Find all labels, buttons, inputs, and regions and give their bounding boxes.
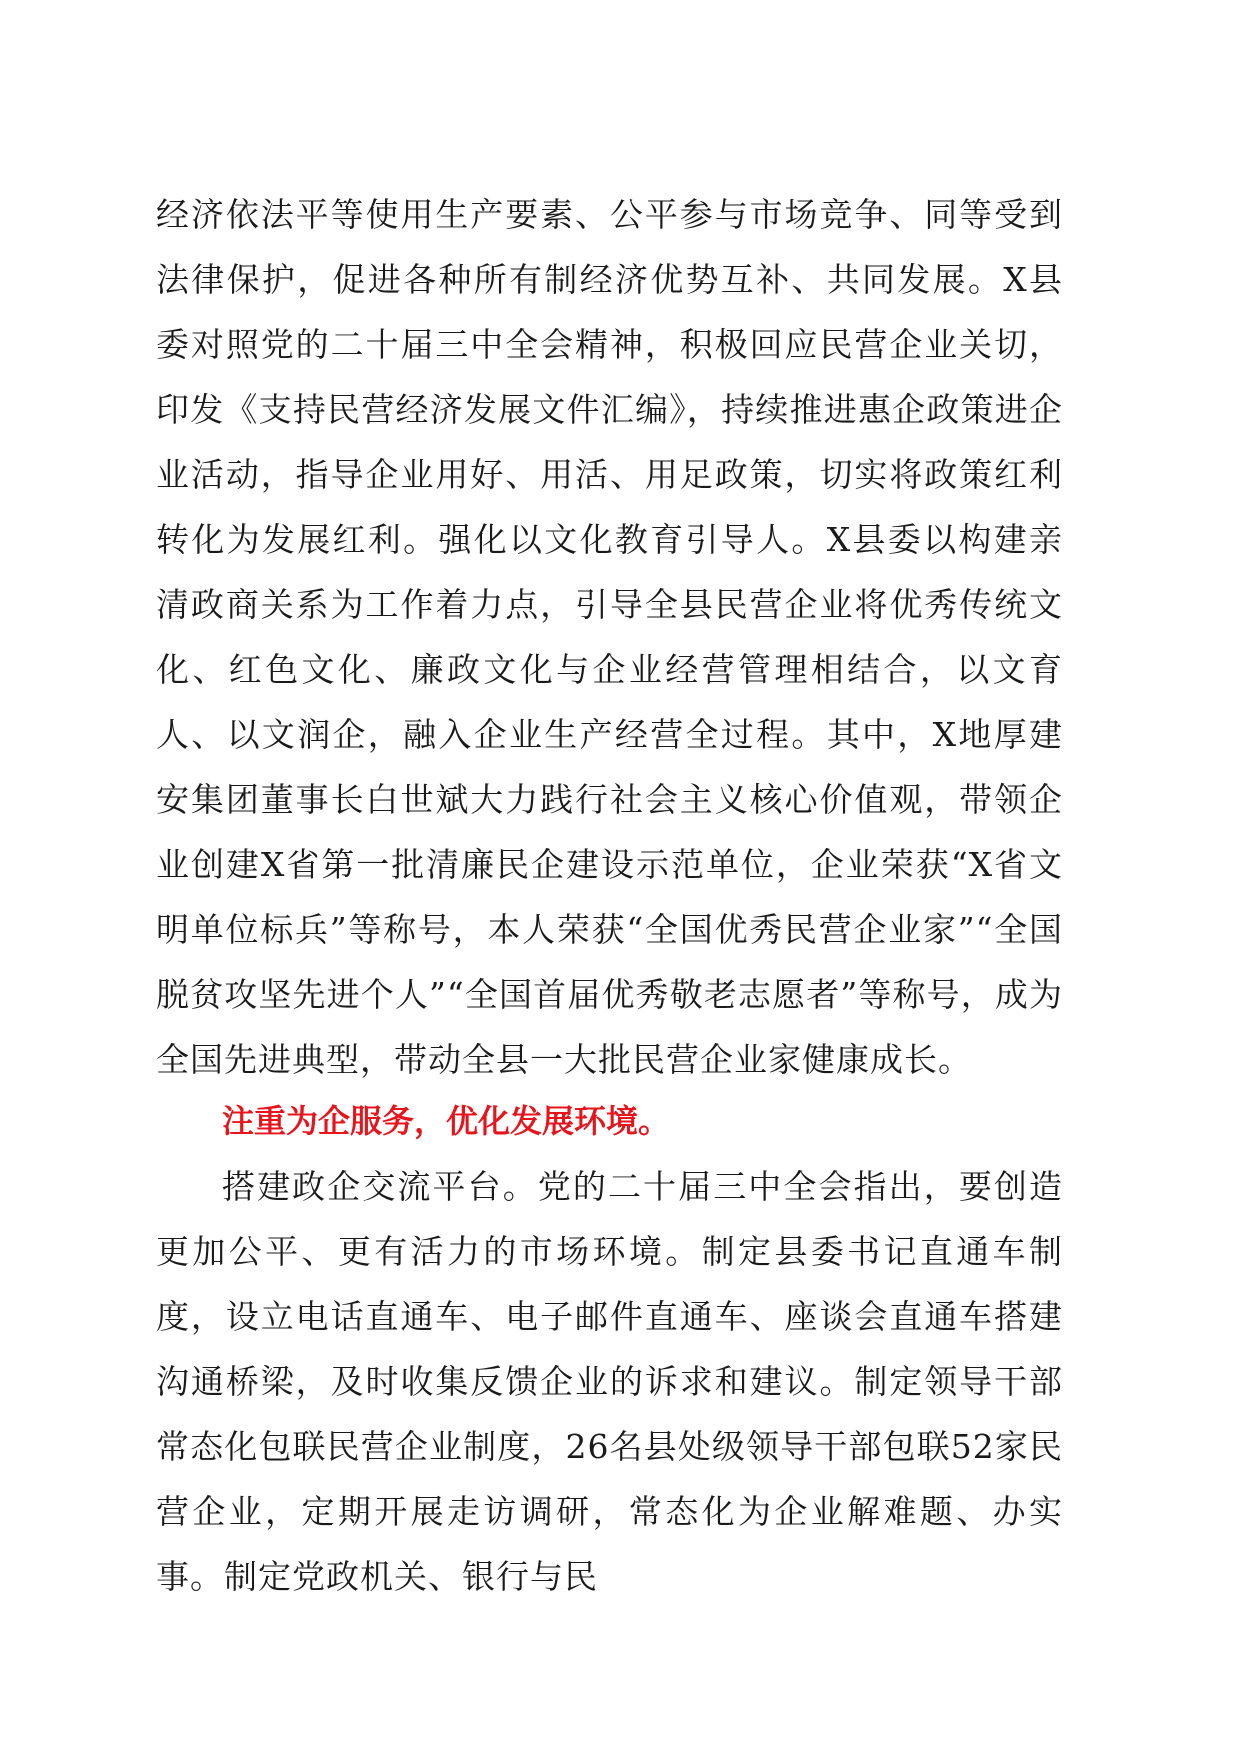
section-heading: 注重为企服务，优化发展环境。 [222,1102,671,1140]
body-paragraph: 搭建政企交流平台。党的二十届三中全会指出，要创造更加公平、更有活力的市场环境。制定县委书记直通车制度，设立电话直通车、电子邮件直通车、座谈会直通车搭建沟通桥梁，及时收集反馈企业的诉求和建议。制定领导干部常态化包联民营企业制度，26名县处级领导干部包联52家民营企业，定期开展走访调研，常态化为企业解难题、办实事。制定党政机关、银行与民 [156,1167,1063,1596]
body-paragraph-continued: 经济依法平等使用生产要素、公平参与市场竞争、同等受到法律保护，促进各种所有制经济优势互补、共同发展。X县委对照党的二十届三中全会精神，积极回应民营企业关切，印发《支持民营经济发展文件汇编》，持续推进惠企政策进企业活动，指导企业用好、用活、用足政策，切实将政策红利转化为发展红利。强化以文化教育引导人。X县委以构建亲清政商关系为工作着力点，引导全县民营企业将优秀传统文化、红色文化、廉政文化与企业经营管理相结合，以文育人、以文润企，融入企业生产经营全过程。其中，X地厚建安集团董事长白世斌大力践行社会主义核心价值观，带领企业创建X省第一批清廉民企建设示范单位，企业荣获“X省文明单位标兵”等称号，本人荣获“全国优秀民营企业家”“全国脱贫攻坚先进个人”“全国首届优秀敬老志愿者”等称号，成为全国先进典型，带动全县一大批民营企业家健康成长。 [156,195,1063,1079]
